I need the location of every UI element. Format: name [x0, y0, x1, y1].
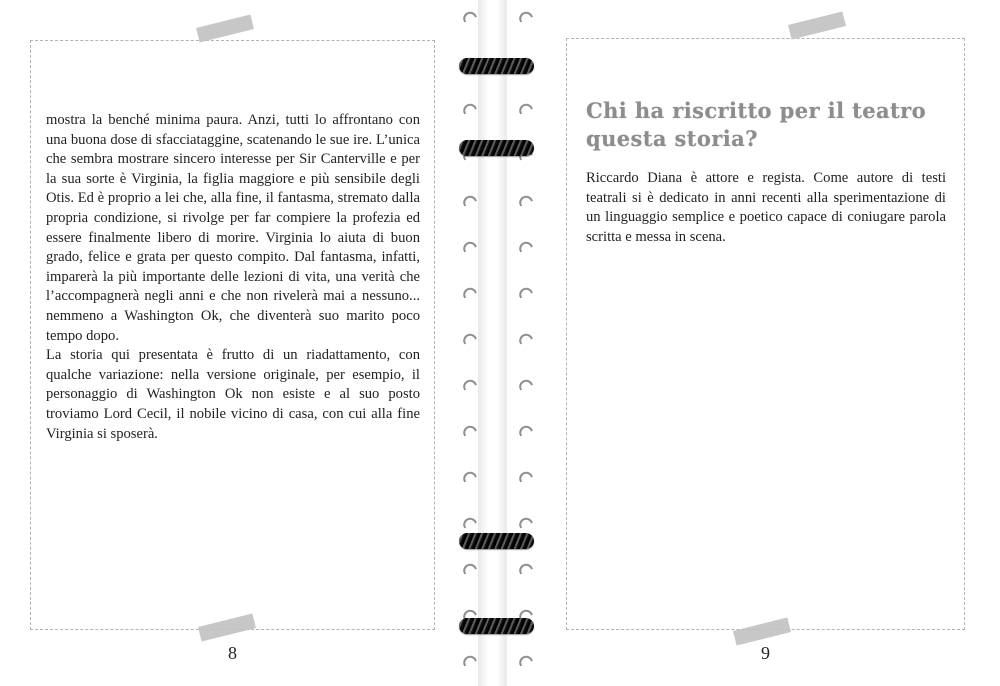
tape-top-left-page: [196, 14, 254, 42]
ring-hole-arc: [517, 377, 533, 390]
paragraph: La storia qui presentata è frutto di un riadattamento, con qualche variazione: nella versione originale, per esempio, il personaggio di Washington Ok non esiste e al suo posto troviamo Lord Cecil, il nobile vicino di casa, con cui alla fine Virginia si sposerà.: [46, 347, 420, 442]
spiral-coil: [459, 533, 534, 549]
left-page-body: [46, 111, 420, 444]
ring-hole-arc: [517, 193, 533, 206]
ring-hole-arc: [461, 653, 477, 666]
spiral-coil: [459, 140, 534, 156]
spiral-coil: [459, 58, 534, 74]
ring-hole-arc: [517, 469, 533, 482]
page-number-right: 9: [761, 643, 770, 663]
ring-hole-arc: [461, 423, 477, 436]
ring-hole-arc: [517, 101, 533, 114]
page-number-left: 8: [228, 643, 237, 663]
ring-hole-arc: [461, 101, 477, 114]
ring-hole-arc: [517, 331, 533, 344]
section-heading: Chi ha riscritto per il teatro questa storia?: [586, 98, 926, 151]
right-page-body: Riccardo Diana è attore e regista. Come autore di testi teatrali si è dedicato in anni recenti alla sperimentazione di un linguaggio semplice e poetico capace di coniugare parola scritta e messa in scena.: [586, 170, 946, 245]
ring-hole-arc: [517, 653, 533, 666]
spiral-coil: [459, 618, 534, 634]
spine-strip: [478, 0, 507, 686]
ring-hole-arc: [517, 285, 533, 298]
left-page: [30, 40, 435, 630]
ring-hole-arc: [461, 515, 477, 528]
ring-hole-arc: [517, 9, 533, 22]
ring-hole-arc: [517, 239, 533, 252]
ring-hole-arc: [461, 9, 477, 22]
ring-hole-arc: [461, 239, 477, 252]
ring-hole-arc: [461, 469, 477, 482]
ring-hole-arc: [461, 285, 477, 298]
ring-hole-arc: [461, 331, 477, 344]
ring-hole-arc: [517, 423, 533, 436]
right-page: [566, 38, 965, 630]
paragraph: mostra la benché minima paura. Anzi, tutti lo affrontano con una buona dose di sfacciataggine, scatenando le sue ire. L’unica che sembra mostrare sincero interesse per Sir Canterville e per la sua sorte è Virginia, la figlia maggiore e più sensibile degli Otis. Ed è proprio a lei che, alla fine, il fantasma, stremato dalla propria condizione, si rivolge per far compiere la profezia ed essere finalmente libero di morire. Virginia lo aiuta di buon grado, felice e grata per questo compito. Dal fantasma, infatti, imparerà la più importante delle lezioni di vita, una verità che l’accompagnerà negli anni e che non rivelerà mai a nessuno... nemmeno a Washington Ok, che diventerà suo marito poco tempo dopo.: [46, 112, 420, 344]
ring-hole-arc: [461, 561, 477, 574]
ring-hole-arc: [517, 561, 533, 574]
ring-hole-arc: [461, 377, 477, 390]
ring-hole-arc: [461, 193, 477, 206]
tape-top-right-page: [788, 11, 846, 39]
ring-hole-arc: [517, 515, 533, 528]
